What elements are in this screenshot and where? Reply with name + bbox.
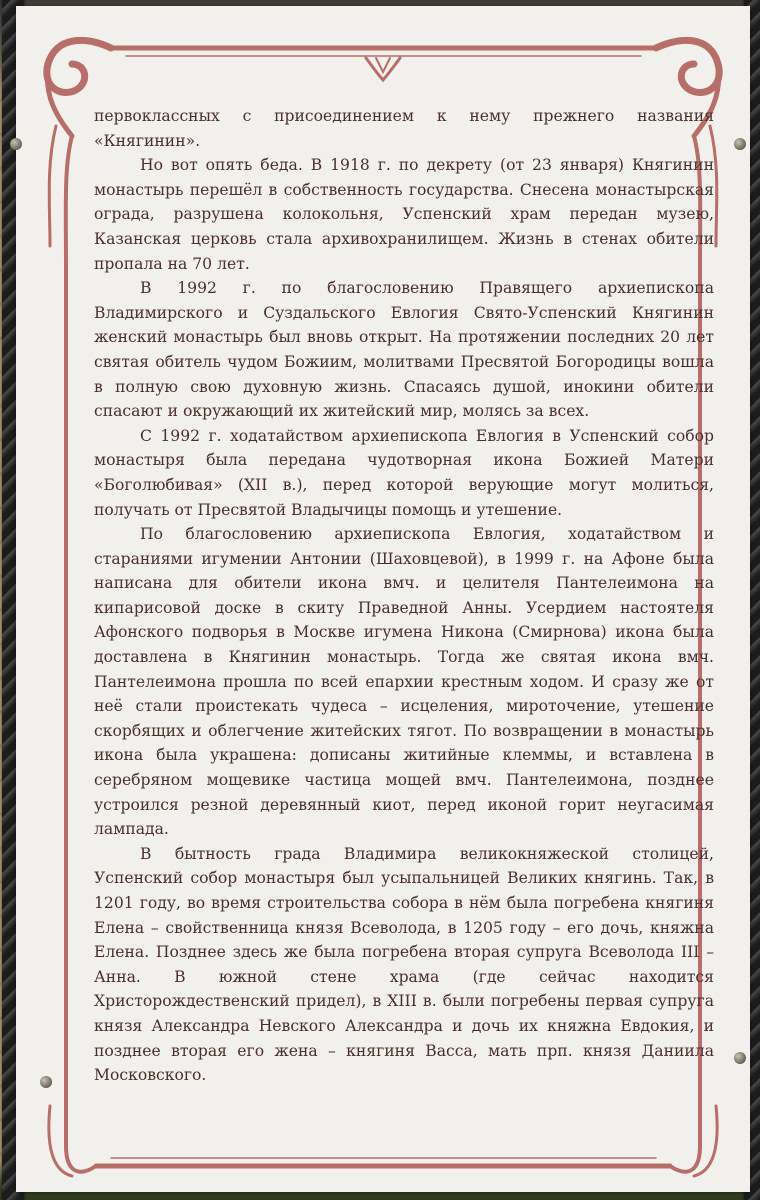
paragraph: В бытность града Владимира великокняжеской столицей, Успенский собор монастыря был усыпальницей Великих княгинь. Так, в 1201 году, во время строительства собора в нём была погребена княгиня Елена – свойственница князя Всеволода, в 1205 году – его дочь, княжна Елена. Позднее здесь же была погребена вторая супруга Всеволода III – Анна. В южной стене храма (где сейчас находится Христорождественский придел), в XIII в. были погребены первая супруга князя Александра Невского Александра и дочь их княжна Евдокия, и позднее вторая его жена – княгиня Васса, мать прп. князя Даниила Московского. [94,844,714,1085]
rivet-top-right [734,138,746,150]
paragraph: В 1992 г. по благословению Правящего архиепископа Владимирского и Суздальского Евлогия Свято-Успенский Княгинин женский монастырь был вновь открыт. На протяжении последних 20 лет святая обитель чудом Божиим, молитвами Пресвятой Богородицы вошла в полную свою духовную жизнь. Спасаясь душой, инокини обители спасают и окружающий их житейский мир, молясь за всех. [94,279,714,421]
paragraph: Но вот опять беда. В 1918 г. по декрету (от 23 января) Княгинин монастырь перешёл в собственность государства. Снесена монастырская ограда, разрушена колокольня, Успенский храм передан музею, Казанская церковь стала архивохранилищем. Жизнь в стенах обители пропала на 70 лет. [94,156,714,273]
inscription-text [94,104,714,1088]
rivet-top-left [10,138,22,150]
rivet-bottom-left [40,1076,52,1088]
paragraph: С 1992 г. ходатайством архиепископа Евлогия в Успенский собор монастыря была передана чудотворная икона Божией Матери «Боголюбивая» (XII в.), перед которой верующие могут молиться, получать от Пресвятой Владычицы помощь и утешение. [94,426,714,519]
paragraph: первоклассных с присоединением к нему прежнего названия «Княгинин». [94,107,714,150]
rivet-bottom-right [734,1052,746,1064]
information-board [16,6,750,1192]
paragraph: По благословению архиепископа Евлогия, ходатайством и стараниями игумении Антонии (Шаховцевой), в 1999 г. на Афоне была написана для обители икона вмч. и целителя Пантелеимона на кипарисовой доске в скиту Праведной Анны. Усердием настоятеля Афонского подворья в Москве игумена Никона (Смирнова) икона была доставлена в Княгинин монастырь. Тогда же святая икона вмч. Пантелеимона прошла по всей епархии крестным ходом. И сразу же от неё стали проистекать чудеса – исцеления, мироточение, утешение скорбящих и облегчение житейских тягот. По возвращении в монастырь икона была украшена: дописаны житийные клеммы, и вставлена в серебряном мощевике частица мощей вмч. Пантелеимона, позднее устроился резной деревянный киот, перед иконой горит неугасимая лампада. [94,525,714,839]
